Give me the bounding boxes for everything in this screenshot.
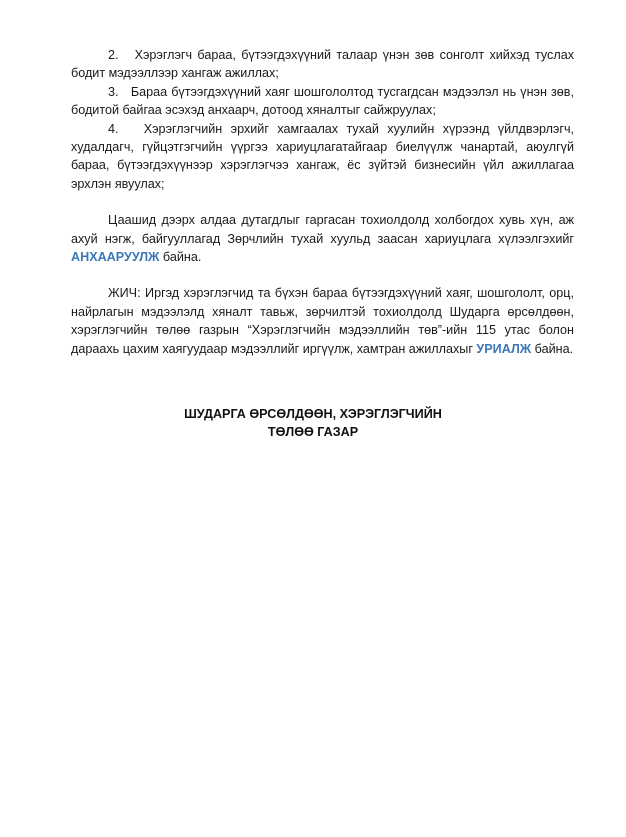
warning-text: Цаашид дээрх алдаа дутагдлыг гаргасан тохиолдолд холбогдох хувь хүн, аж ахуй нэгж, байгууллагад Зөрчлийн тухай хуульд заасан хариуцлага хүлээлгэхийг [71,213,574,246]
signature-block [0,405,626,441]
list-item-number: 3. [108,84,119,99]
list-item-2 [71,46,574,83]
warning-text-end: байна. [159,250,202,265]
note-highlight: УРИАЛЖ [476,341,532,356]
list-item-3 [71,83,574,120]
signature-line-1: ШУДАРГА ӨРСӨЛДӨӨН, ХЭРЭГЛЭГЧИЙН [184,407,442,421]
signature-line-2: ТӨЛӨӨ ГАЗАР [267,425,359,439]
note-text: ЖИЧ: Иргэд хэрэглэгчид та бүхэн бараа бүтээгдэхүүний хаяг, шошгололт, орц, найрлагын мэдээлэлд хяналт тавьж, зөрчилтэй тохиолдолд Шударга өрсөлдөөн, хэрэглэгчийн төлөө газрын “Хэрэглэгчийн мэдээллийн төв”-ийн 115 утас болон дараахь цахим хаягуудаар мэдээллийг иргүүлж, хамтран ажиллахыг [71,286,574,356]
warning-highlight: АНХААРУУЛЖ [71,250,160,265]
list-item-text: Хэрэглэгч бараа, бүтээгдэхүүний талаар үнэн зөв сонголт хийхэд туслах бодит мэдээллээр хангаж ажиллах; [71,48,574,81]
warning-paragraph [71,211,574,266]
list-item-number: 2. [108,48,119,62]
list-item-text: Бараа бүтээгдэхүүний хаяг шошгололтод тусгагдсан мэдээлэл нь үнэн зөв, бодитой байгаа эсэхэд анхаарч, дотоод хяналтыг сайжруулах; [71,84,574,118]
paragraph-gap [71,266,574,284]
list-item-number: 4. [108,121,119,136]
list-item-4 [71,120,574,194]
note-text-end: байна. [531,341,574,356]
list-item-text: Хэрэглэгчийн эрхийг хамгаалах тухай хуулийн хүрээнд үйлдвэрлэгч, худалдагч, гүйцэтгэгчийн үүргээ хариуцлагатайгаар биелүүлж чанартай, аюулгүй бараа, бүтээгдэхүүнээр хэрэглэгчээ хангаж, ёс зүйтэй бизнесийн үйл ажиллагаа эрхлэн явуулах; [71,121,574,191]
document-body [71,46,574,358]
note-paragraph [71,284,574,358]
paragraph-gap [71,193,574,211]
